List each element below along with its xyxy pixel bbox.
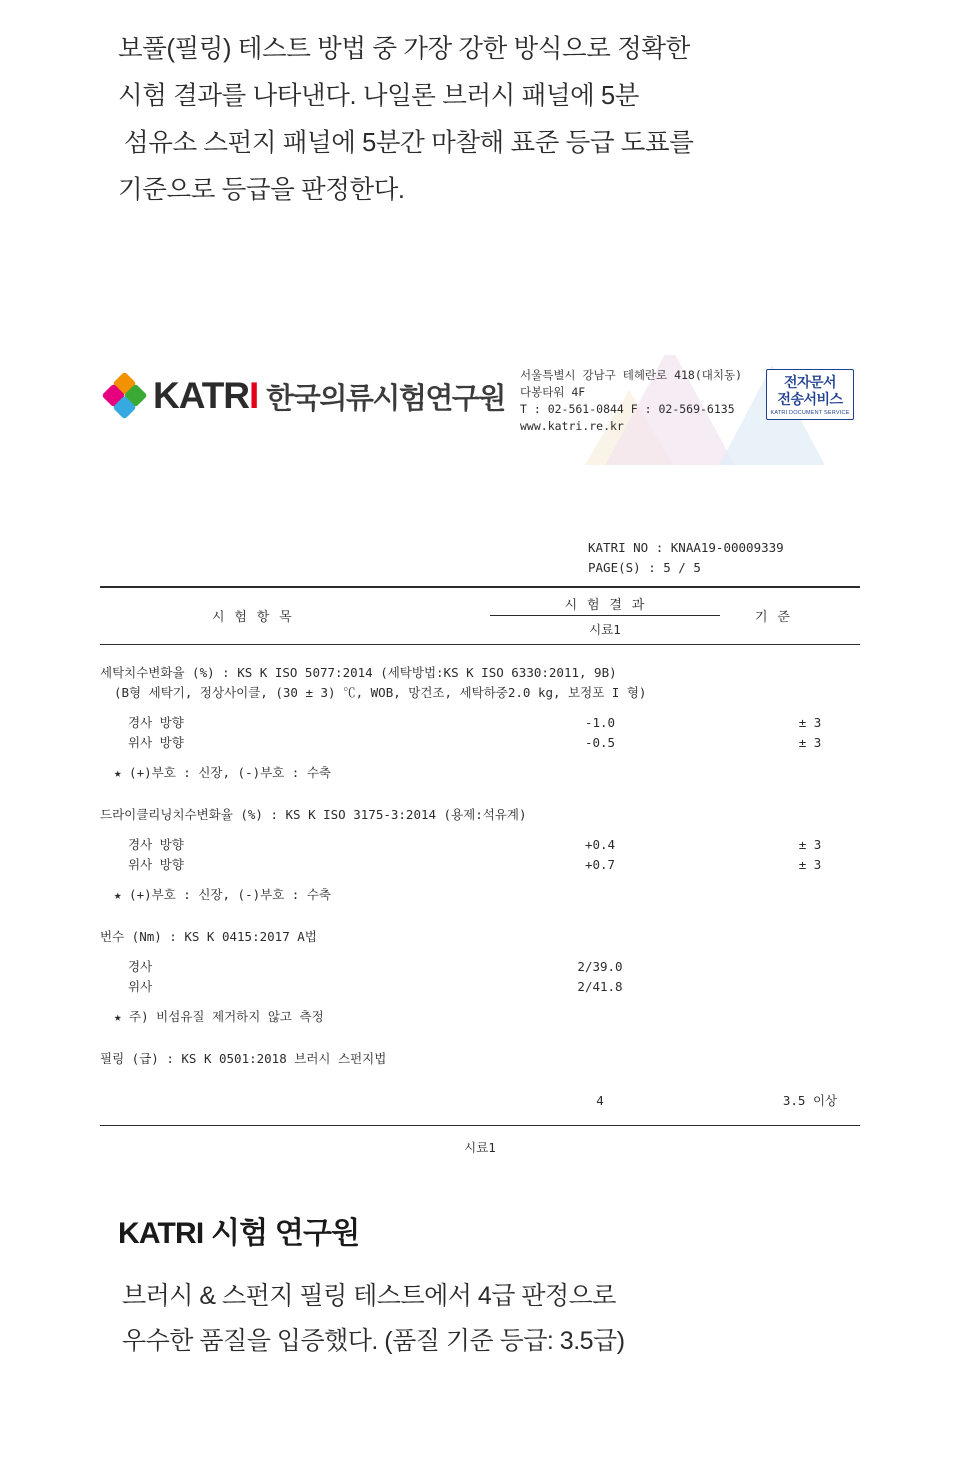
column-header-test-item: 시 험 항 목 [212,610,293,625]
test-results-table [100,586,860,1156]
table-row [100,733,860,753]
column-header-sample: 시료1 [589,622,621,637]
katri-address-block [520,367,742,435]
section-title: 번수 (Nm) : KS K 0415:2017 A법 [100,929,317,944]
certificate-header [100,355,860,465]
column-header-test-result: 시 험 결 과 [564,598,646,613]
conclusion-heading: KATRI 시험 연구원 [118,1217,360,1250]
logo-wordmark-accent: I [249,375,259,416]
address-line-1: 서울특별시 강남구 테헤란로 418(대치동) [520,368,743,382]
logo-wordmark-text: KATR [153,375,250,416]
address-line-2: 다봉타워 4F [520,385,586,399]
row-value: -0.5 [584,735,616,750]
edoc-badge-line-1: 전자문서 [783,374,837,390]
table-body [100,644,860,1125]
table-footer-sample-label: 시료1 [100,1125,860,1156]
table-row [100,957,860,977]
address-line-4: www.katri.re.kr [520,419,624,433]
intro-line-3: 섬유소 스펀지 패널에 5분간 마찰해 표준 등급 도표를 [124,129,694,157]
section-note: ★ 주) 비섬유질 제거하지 않고 측정 [114,1009,324,1024]
section-note: ★ (+)부호 : 신장, (-)부호 : 수축 [114,887,332,902]
column-header-standard: 기 준 [755,610,791,625]
table-header [100,586,860,644]
section-title: 필링 (급) : KS K 0501:2018 브러시 스펀지법 [100,1051,387,1066]
intro-line-1: 보풀(필링) 테스트 방법 중 가장 강한 방식으로 정확한 [118,35,690,63]
edoc-badge-line-2: 전송서비스 [777,391,843,407]
address-line-3: T : 02-561-0844 F : 02-569-6135 [520,402,735,416]
row-value: 2/41.8 [577,979,623,994]
row-value: 2/39.0 [577,959,623,974]
row-value: +0.4 [584,837,616,852]
katri-number: KATRI NO : KNAA19-00009339 [588,540,784,555]
row-standard: ± 3 [798,857,822,872]
certificate-meta [588,538,784,578]
section-subtitle: (B형 세탁기, 정상사이클, (30 ± 3) ℃, WOB, 망건조, 세탁하중2.0 kg, 보정포 I 형) [114,685,647,700]
row-value: +0.7 [584,857,616,872]
header-divider [490,615,720,616]
row-label: 경사 방향 [128,837,184,852]
logo-wordmark [153,375,258,417]
row-value: -1.0 [584,715,616,730]
table-row [100,855,860,875]
row-label: 경사 방향 [128,715,184,730]
section-note: ★ (+)부호 : 신장, (-)부호 : 수축 [114,765,332,780]
row-label: 위사 [128,979,153,994]
intro-line-4: 기준으로 등급을 판정한다. [118,176,405,204]
row-standard: 3.5 이상 [782,1093,838,1108]
row-label: 위사 방향 [128,735,184,750]
table-row [100,713,860,733]
conclusion-line-2: 우수한 품질을 입증했다. (품질 기준 등급: 3.5급) [122,1327,625,1355]
row-standard: ± 3 [798,837,822,852]
page-indicator: PAGE(S) : 5 / 5 [588,560,701,575]
row-value: 4 [596,1093,604,1108]
intro-paragraph [118,26,878,214]
section-title: 드라이클리닝치수변화율 (%) : KS K ISO 3175-3:2014 (용제:석유계) [100,807,527,822]
conclusion-line-1: 브러시 & 스펀지 필링 테스트에서 4급 판정으로 [122,1282,616,1310]
logo-korean-name: 한국의류시험연구원 [266,382,505,415]
row-standard: ± 3 [798,715,822,730]
katri-diamond-logo-icon [105,375,147,417]
table-row [100,977,860,997]
table-row [100,1091,860,1111]
row-standard: ± 3 [798,735,822,750]
katri-test-certificate [100,355,860,1155]
row-label: 위사 방향 [128,857,184,872]
row-label: 경사 [128,959,153,974]
intro-line-2: 시험 결과를 나타낸다. 나일론 브러시 패널에 5분 [118,82,640,110]
table-row [100,835,860,855]
edoc-badge-line-3: KATRI DOCUMENT SERVICE [770,410,850,416]
electronic-document-badge [766,369,854,420]
katri-logo [105,375,505,417]
section-title: 세탁치수변화율 (%) : KS K ISO 5077:2014 (세탁방법:KS K ISO 6330:2011, 9B) [100,665,617,680]
conclusion-section [118,1208,878,1364]
